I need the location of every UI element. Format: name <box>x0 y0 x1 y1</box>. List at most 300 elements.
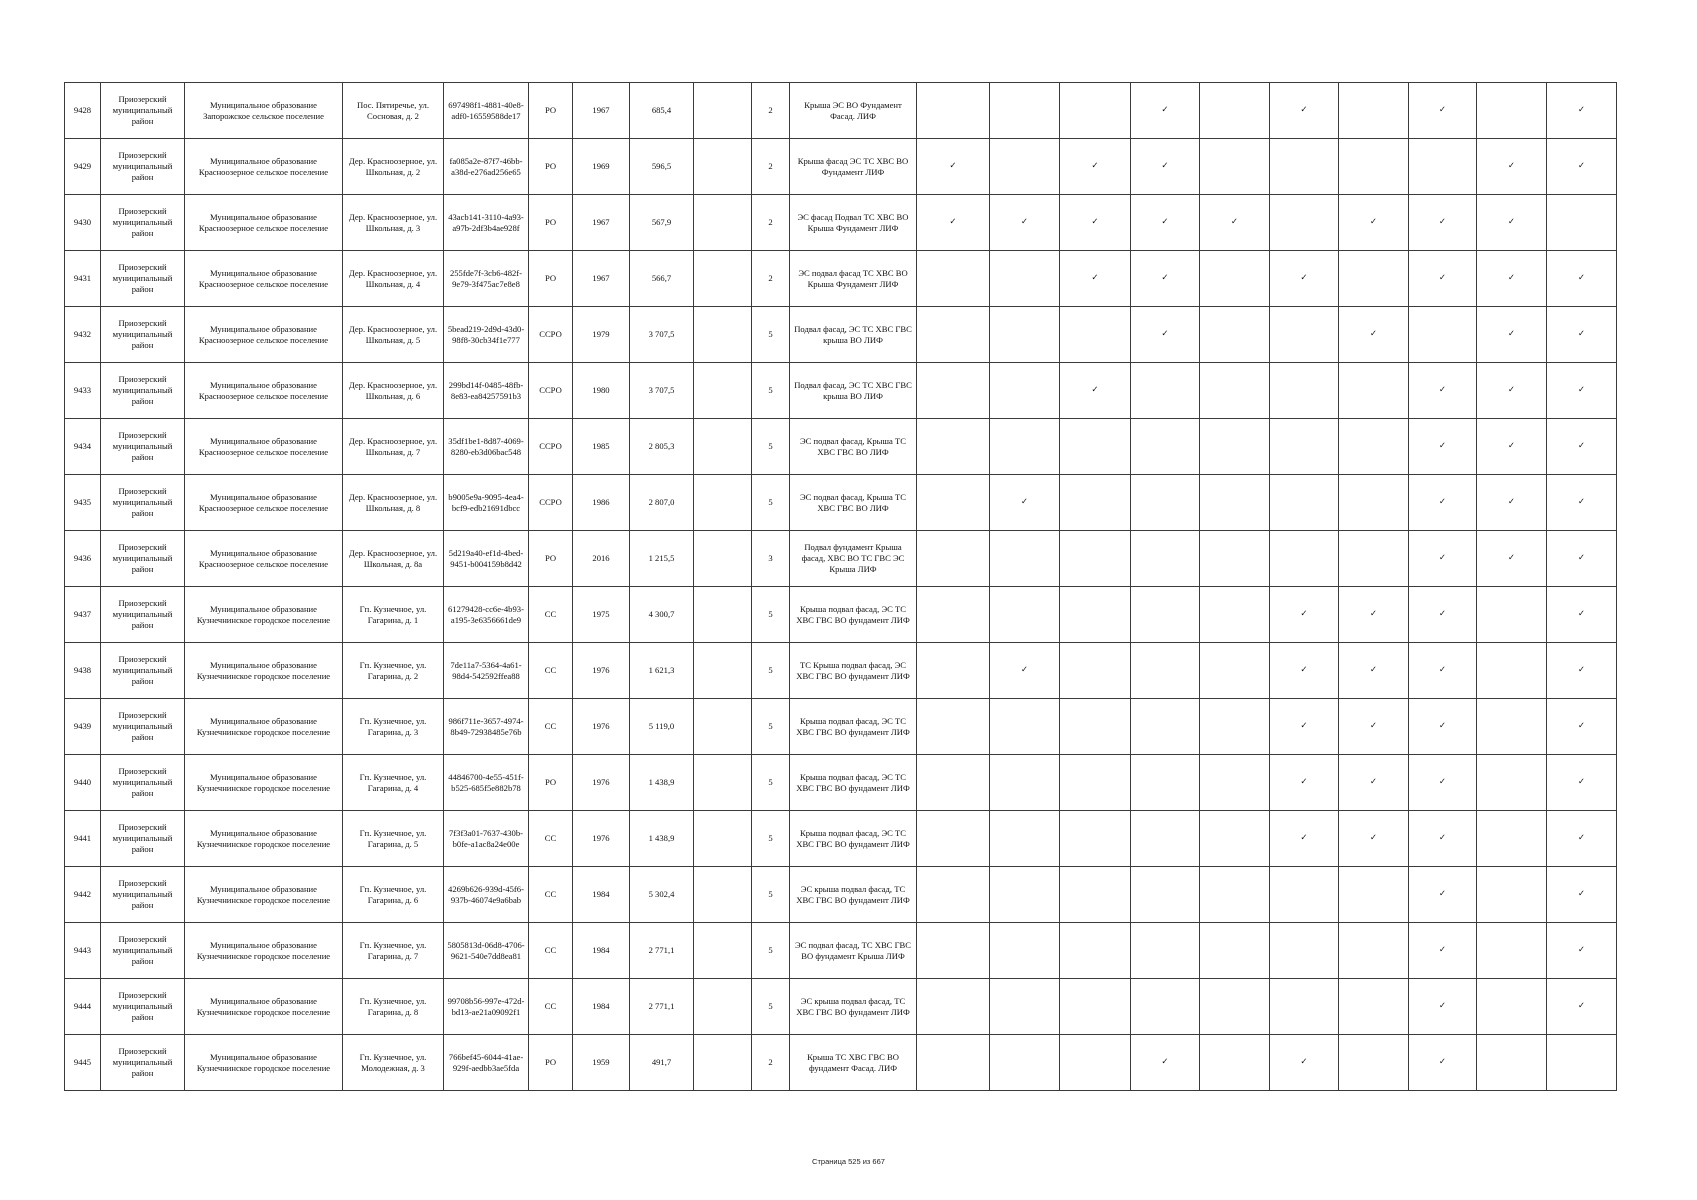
table-row <box>65 531 1617 587</box>
empty-check-cell <box>1131 531 1200 587</box>
works-cell: ЭС подвал фасад, ТС ХВС ГВС ВО фундамент Крыша ЛИФ <box>790 923 917 979</box>
empty-check-cell <box>1339 83 1409 139</box>
district-cell: Приозерский муниципальный район <box>101 587 185 643</box>
row-number: 9430 <box>65 195 101 251</box>
empty-check-cell <box>1131 811 1200 867</box>
works-cell: Крыша ТС ХВС ГВС ВО фундамент Фасад. ЛИФ <box>790 1035 917 1091</box>
empty-check-cell <box>1131 587 1200 643</box>
area-cell: 596,5 <box>630 139 694 195</box>
row-number: 9437 <box>65 587 101 643</box>
area-cell: 2 807,0 <box>630 475 694 531</box>
object-code-cell: 7f3f3a01-7637-430b-b0fe-a1ac8a24e00e <box>444 811 529 867</box>
year-cell: 1984 <box>573 867 630 923</box>
empty-check-cell <box>1477 979 1547 1035</box>
check-mark-icon: ✓ <box>1477 195 1547 251</box>
floors-cell: 5 <box>752 979 790 1035</box>
floors-cell: 5 <box>752 755 790 811</box>
year-cell: 1984 <box>573 923 630 979</box>
row-number: 9432 <box>65 307 101 363</box>
empty-check-cell <box>1270 923 1339 979</box>
address-cell: Гп. Кузнечное, ул. Гагарина, д. 5 <box>343 811 444 867</box>
object-code-cell: 5d219a40-ef1d-4bed-9451-b004159b8d42 <box>444 531 529 587</box>
municipality-cell: Муниципальное образование Красноозерное сельское поселение <box>185 475 343 531</box>
check-mark-icon: ✓ <box>1409 195 1477 251</box>
type-cell: РО <box>529 755 573 811</box>
type-cell: РО <box>529 83 573 139</box>
empty-check-cell <box>990 363 1060 419</box>
works-cell: ЭС крыша подвал фасад, ТС ХВС ГВС ВО фундамент ЛИФ <box>790 979 917 1035</box>
check-mark-icon: ✓ <box>1547 755 1617 811</box>
empty-check-cell <box>1270 195 1339 251</box>
object-code-cell: 44846700-4e55-451f-b525-685f5e882b78 <box>444 755 529 811</box>
empty-check-cell <box>1131 419 1200 475</box>
check-mark-icon: ✓ <box>1409 587 1477 643</box>
check-mark-icon: ✓ <box>1339 755 1409 811</box>
empty-check-cell <box>1339 923 1409 979</box>
empty-check-cell <box>1200 867 1270 923</box>
works-cell: Крыша фасад ЭС ТС ХВС ВО Фундамент ЛИФ <box>790 139 917 195</box>
type-cell: СС <box>529 643 573 699</box>
check-mark-icon: ✓ <box>1339 699 1409 755</box>
floors-cell: 2 <box>752 251 790 307</box>
check-mark-icon: ✓ <box>1477 531 1547 587</box>
address-cell: Гп. Кузнечное, ул. Гагарина, д. 1 <box>343 587 444 643</box>
empty-check-cell <box>917 587 990 643</box>
year-cell: 1980 <box>573 363 630 419</box>
address-cell: Дер. Красноозерное, ул. Школьная, д. 4 <box>343 251 444 307</box>
row-number: 9433 <box>65 363 101 419</box>
district-cell: Приозерский муниципальный район <box>101 307 185 363</box>
empty-check-cell <box>990 419 1060 475</box>
empty-check-cell <box>990 307 1060 363</box>
year-cell: 1976 <box>573 643 630 699</box>
empty-check-cell <box>1270 419 1339 475</box>
empty-check-cell <box>1200 587 1270 643</box>
empty-check-cell <box>1477 867 1547 923</box>
empty-check-cell <box>1270 139 1339 195</box>
check-mark-icon: ✓ <box>1409 699 1477 755</box>
type-cell: СС <box>529 587 573 643</box>
empty-check-cell <box>1409 139 1477 195</box>
check-mark-icon: ✓ <box>1409 811 1477 867</box>
check-mark-icon: ✓ <box>1547 867 1617 923</box>
empty-check-cell <box>990 867 1060 923</box>
empty-check-cell <box>1477 83 1547 139</box>
check-mark-icon: ✓ <box>1270 83 1339 139</box>
empty-check-cell <box>1060 83 1131 139</box>
check-mark-icon: ✓ <box>1131 1035 1200 1091</box>
empty-check-cell <box>990 83 1060 139</box>
empty-check-cell <box>1270 363 1339 419</box>
empty-check-cell <box>917 475 990 531</box>
empty-check-cell <box>917 419 990 475</box>
type-cell: РО <box>529 531 573 587</box>
address-cell: Пос. Пятиречье, ул. Сосновая, д. 2 <box>343 83 444 139</box>
table-row <box>65 643 1617 699</box>
floors-cell: 2 <box>752 195 790 251</box>
check-mark-icon: ✓ <box>990 195 1060 251</box>
check-mark-icon: ✓ <box>990 475 1060 531</box>
empty-check-cell <box>1200 699 1270 755</box>
object-code-cell: 5bead219-2d9d-43d0-98f8-30cb34f1e777 <box>444 307 529 363</box>
municipality-cell: Муниципальное образование Запорожское сельское поселение <box>185 83 343 139</box>
type-cell: СС <box>529 867 573 923</box>
check-mark-icon: ✓ <box>1060 251 1131 307</box>
empty-check-cell <box>1060 1035 1131 1091</box>
floors-cell: 2 <box>752 139 790 195</box>
empty-check-cell <box>917 923 990 979</box>
empty-check-cell <box>990 1035 1060 1091</box>
floors-cell: 5 <box>752 867 790 923</box>
municipality-cell: Муниципальное образование Кузнечнинское городское поселение <box>185 923 343 979</box>
check-mark-icon: ✓ <box>1547 923 1617 979</box>
empty-check-cell <box>990 979 1060 1035</box>
area-cell: 3 707,5 <box>630 307 694 363</box>
table-row <box>65 363 1617 419</box>
works-cell: Подвал фундамент Крыша фасад, ХВС ВО ТС ГВС ЭС Крыша ЛИФ <box>790 531 917 587</box>
empty-check-cell <box>1477 699 1547 755</box>
object-code-cell: fa085a2e-87f7-46bb-a38d-e276ad256e65 <box>444 139 529 195</box>
table-row <box>65 419 1617 475</box>
empty-check-cell <box>1270 307 1339 363</box>
empty-check-cell <box>1060 979 1131 1035</box>
district-cell: Приозерский муниципальный район <box>101 531 185 587</box>
municipality-cell: Муниципальное образование Кузнечнинское городское поселение <box>185 979 343 1035</box>
address-cell: Гп. Кузнечное, ул. Гагарина, д. 6 <box>343 867 444 923</box>
check-mark-icon: ✓ <box>1547 979 1617 1035</box>
table-row <box>65 139 1617 195</box>
empty-check-cell <box>1270 867 1339 923</box>
check-mark-icon: ✓ <box>1477 363 1547 419</box>
year-cell: 1984 <box>573 979 630 1035</box>
area-cell: 1 438,9 <box>630 811 694 867</box>
type-cell: ССРО <box>529 475 573 531</box>
row-number: 9435 <box>65 475 101 531</box>
municipality-cell: Муниципальное образование Красноозерное сельское поселение <box>185 139 343 195</box>
empty-check-cell <box>1200 139 1270 195</box>
empty-check-cell <box>1200 755 1270 811</box>
empty-check-cell <box>1200 1035 1270 1091</box>
check-mark-icon: ✓ <box>1409 1035 1477 1091</box>
municipality-cell: Муниципальное образование Кузнечнинское городское поселение <box>185 643 343 699</box>
district-cell: Приозерский муниципальный район <box>101 923 185 979</box>
empty-check-cell <box>1060 811 1131 867</box>
municipality-cell: Муниципальное образование Кузнечнинское городское поселение <box>185 811 343 867</box>
empty-check-cell <box>990 587 1060 643</box>
works-cell: Подвал фасад, ЭС ТС ХВС ГВС крыша ВО ЛИФ <box>790 363 917 419</box>
municipality-cell: Муниципальное образование Кузнечнинское городское поселение <box>185 587 343 643</box>
check-mark-icon: ✓ <box>1547 251 1617 307</box>
empty-check-cell <box>917 755 990 811</box>
object-code-cell: 43acb141-3110-4a93-a97b-2df3b4ae928f <box>444 195 529 251</box>
check-mark-icon: ✓ <box>1547 587 1617 643</box>
floors-cell: 5 <box>752 923 790 979</box>
check-mark-icon: ✓ <box>917 139 990 195</box>
municipality-cell: Муниципальное образование Кузнечнинское городское поселение <box>185 867 343 923</box>
area-cell: 566,7 <box>630 251 694 307</box>
empty-check-cell <box>1060 531 1131 587</box>
year-cell: 1967 <box>573 251 630 307</box>
empty-check-cell <box>990 139 1060 195</box>
address-cell: Дер. Красноозерное, ул. Школьная, д. 3 <box>343 195 444 251</box>
municipality-cell: Муниципальное образование Красноозерное сельское поселение <box>185 363 343 419</box>
empty-check-cell <box>1060 699 1131 755</box>
year-cell: 1985 <box>573 419 630 475</box>
municipality-cell: Муниципальное образование Кузнечнинское городское поселение <box>185 699 343 755</box>
year-cell: 1969 <box>573 139 630 195</box>
empty-check-cell <box>1131 699 1200 755</box>
empty-cell <box>694 307 752 363</box>
check-mark-icon: ✓ <box>1131 251 1200 307</box>
district-cell: Приозерский муниципальный район <box>101 699 185 755</box>
table-row <box>65 1035 1617 1091</box>
empty-check-cell <box>1477 643 1547 699</box>
empty-check-cell <box>1200 923 1270 979</box>
year-cell: 1976 <box>573 699 630 755</box>
check-mark-icon: ✓ <box>1409 867 1477 923</box>
area-cell: 2 805,3 <box>630 419 694 475</box>
check-mark-icon: ✓ <box>1409 83 1477 139</box>
empty-check-cell <box>1200 811 1270 867</box>
empty-cell <box>694 923 752 979</box>
empty-check-cell <box>1339 531 1409 587</box>
check-mark-icon: ✓ <box>1547 363 1617 419</box>
area-cell: 3 707,5 <box>630 363 694 419</box>
district-cell: Приозерский муниципальный район <box>101 419 185 475</box>
empty-check-cell <box>1477 923 1547 979</box>
empty-check-cell <box>1131 979 1200 1035</box>
empty-cell <box>694 587 752 643</box>
empty-cell <box>694 419 752 475</box>
year-cell: 1986 <box>573 475 630 531</box>
check-mark-icon: ✓ <box>1270 811 1339 867</box>
row-number: 9438 <box>65 643 101 699</box>
municipality-cell: Муниципальное образование Кузнечнинское городское поселение <box>185 1035 343 1091</box>
empty-check-cell <box>917 811 990 867</box>
table-row <box>65 979 1617 1035</box>
row-number: 9440 <box>65 755 101 811</box>
district-cell: Приозерский муниципальный район <box>101 979 185 1035</box>
floors-cell: 5 <box>752 419 790 475</box>
object-code-cell: 7de11a7-5364-4a61-98d4-542592ffea88 <box>444 643 529 699</box>
type-cell: ССРО <box>529 419 573 475</box>
empty-check-cell <box>1339 979 1409 1035</box>
empty-check-cell <box>1200 363 1270 419</box>
municipality-cell: Муниципальное образование Красноозерное сельское поселение <box>185 195 343 251</box>
empty-check-cell <box>917 531 990 587</box>
check-mark-icon: ✓ <box>1339 811 1409 867</box>
empty-check-cell <box>1200 307 1270 363</box>
area-cell: 567,9 <box>630 195 694 251</box>
check-mark-icon: ✓ <box>1477 139 1547 195</box>
empty-check-cell <box>1339 363 1409 419</box>
works-cell: ЭС фасад Подвал ТС ХВС ВО Крыша Фундамент ЛИФ <box>790 195 917 251</box>
works-cell: ЭС крыша подвал фасад, ТС ХВС ГВС ВО фундамент ЛИФ <box>790 867 917 923</box>
check-mark-icon: ✓ <box>1409 755 1477 811</box>
empty-check-cell <box>917 251 990 307</box>
row-number: 9434 <box>65 419 101 475</box>
check-mark-icon: ✓ <box>1270 587 1339 643</box>
area-cell: 1 215,5 <box>630 531 694 587</box>
empty-cell <box>694 1035 752 1091</box>
address-cell: Дер. Красноозерное, ул. Школьная, д. 2 <box>343 139 444 195</box>
empty-cell <box>694 363 752 419</box>
address-cell: Гп. Кузнечное, ул. Гагарина, д. 4 <box>343 755 444 811</box>
type-cell: СС <box>529 699 573 755</box>
floors-cell: 5 <box>752 307 790 363</box>
district-cell: Приозерский муниципальный район <box>101 251 185 307</box>
object-code-cell: 986f711e-3657-4974-8b49-72938485e76b <box>444 699 529 755</box>
check-mark-icon: ✓ <box>1409 979 1477 1035</box>
district-cell: Приозерский муниципальный район <box>101 1035 185 1091</box>
check-mark-icon: ✓ <box>1131 307 1200 363</box>
table-row <box>65 195 1617 251</box>
floors-cell: 5 <box>752 363 790 419</box>
check-mark-icon: ✓ <box>1547 643 1617 699</box>
check-mark-icon: ✓ <box>1339 307 1409 363</box>
empty-check-cell <box>1060 867 1131 923</box>
district-cell: Приозерский муниципальный район <box>101 83 185 139</box>
municipality-cell: Муниципальное образование Кузнечнинское городское поселение <box>185 755 343 811</box>
object-code-cell: b9005e9a-9095-4ea4-bcf9-edb21691dbcc <box>444 475 529 531</box>
check-mark-icon: ✓ <box>990 643 1060 699</box>
floors-cell: 5 <box>752 811 790 867</box>
empty-check-cell <box>1200 83 1270 139</box>
object-code-cell: 766bef45-6044-41ae-929f-aedbb3ae5fda <box>444 1035 529 1091</box>
works-cell: Подвал фасад, ЭС ТС ХВС ГВС крыша ВО ЛИФ <box>790 307 917 363</box>
district-cell: Приозерский муниципальный район <box>101 811 185 867</box>
floors-cell: 5 <box>752 587 790 643</box>
address-cell: Дер. Красноозерное, ул. Школьная, д. 5 <box>343 307 444 363</box>
empty-check-cell <box>1131 867 1200 923</box>
check-mark-icon: ✓ <box>1547 475 1617 531</box>
year-cell: 1976 <box>573 811 630 867</box>
empty-check-cell <box>990 699 1060 755</box>
empty-check-cell <box>1200 419 1270 475</box>
area-cell: 1 438,9 <box>630 755 694 811</box>
table-row <box>65 307 1617 363</box>
floors-cell: 3 <box>752 531 790 587</box>
works-cell: ТС Крыша подвал фасад, ЭС ХВС ГВС ВО фундамент ЛИФ <box>790 643 917 699</box>
municipality-cell: Муниципальное образование Красноозерное сельское поселение <box>185 419 343 475</box>
row-number: 9441 <box>65 811 101 867</box>
check-mark-icon: ✓ <box>1270 1035 1339 1091</box>
address-cell: Гп. Кузнечное, ул. Гагарина, д. 8 <box>343 979 444 1035</box>
row-number: 9439 <box>65 699 101 755</box>
empty-check-cell <box>1060 475 1131 531</box>
year-cell: 1975 <box>573 587 630 643</box>
empty-cell <box>694 475 752 531</box>
empty-check-cell <box>1339 475 1409 531</box>
floors-cell: 5 <box>752 475 790 531</box>
area-cell: 5 302,4 <box>630 867 694 923</box>
area-cell: 2 771,1 <box>630 979 694 1035</box>
district-cell: Приозерский муниципальный район <box>101 195 185 251</box>
empty-check-cell <box>1200 979 1270 1035</box>
page-footer: Страница 525 из 667 <box>812 1157 885 1166</box>
empty-cell <box>694 811 752 867</box>
table-row <box>65 699 1617 755</box>
address-cell: Дер. Красноозерное, ул. Школьная, д. 8а <box>343 531 444 587</box>
empty-check-cell <box>990 531 1060 587</box>
check-mark-icon: ✓ <box>1200 195 1270 251</box>
empty-cell <box>694 755 752 811</box>
empty-check-cell <box>1409 307 1477 363</box>
object-code-cell: 99708b56-997e-472d-bd13-ae21a09092f1 <box>444 979 529 1035</box>
empty-check-cell <box>1477 755 1547 811</box>
year-cell: 1976 <box>573 755 630 811</box>
table-row <box>65 867 1617 923</box>
address-cell: Гп. Кузнечное, ул. Гагарина, д. 7 <box>343 923 444 979</box>
empty-check-cell <box>1060 643 1131 699</box>
check-mark-icon: ✓ <box>1547 83 1617 139</box>
check-mark-icon: ✓ <box>1060 363 1131 419</box>
check-mark-icon: ✓ <box>1547 811 1617 867</box>
check-mark-icon: ✓ <box>1060 139 1131 195</box>
type-cell: РО <box>529 251 573 307</box>
object-code-cell: 5805813d-06d8-4706-9621-540e7dd8ea81 <box>444 923 529 979</box>
type-cell: РО <box>529 1035 573 1091</box>
works-cell: ЭС подвал фасад, Крыша ТС ХВС ГВС ВО ЛИФ <box>790 419 917 475</box>
address-cell: Гп. Кузнечное, ул. Молодежная, д. 3 <box>343 1035 444 1091</box>
year-cell: 1967 <box>573 83 630 139</box>
address-cell: Гп. Кузнечное, ул. Гагарина, д. 3 <box>343 699 444 755</box>
empty-check-cell <box>1547 195 1617 251</box>
empty-check-cell <box>1339 1035 1409 1091</box>
area-cell: 4 300,7 <box>630 587 694 643</box>
type-cell: ССРО <box>529 307 573 363</box>
district-cell: Приозерский муниципальный район <box>101 867 185 923</box>
empty-check-cell <box>990 811 1060 867</box>
works-cell: Крыша подвал фасад, ЭС ТС ХВС ГВС ВО фундамент ЛИФ <box>790 811 917 867</box>
works-cell: ЭС подвал фасад, Крыша ТС ХВС ГВС ВО ЛИФ <box>790 475 917 531</box>
row-number: 9443 <box>65 923 101 979</box>
check-mark-icon: ✓ <box>1547 531 1617 587</box>
year-cell: 1979 <box>573 307 630 363</box>
check-mark-icon: ✓ <box>1270 699 1339 755</box>
check-mark-icon: ✓ <box>1270 643 1339 699</box>
check-mark-icon: ✓ <box>1409 643 1477 699</box>
district-cell: Приозерский муниципальный район <box>101 755 185 811</box>
check-mark-icon: ✓ <box>1547 139 1617 195</box>
year-cell: 1959 <box>573 1035 630 1091</box>
row-number: 9431 <box>65 251 101 307</box>
register-table <box>64 82 1617 1091</box>
works-cell: Крыша подвал фасад, ЭС ТС ХВС ГВС ВО фундамент ЛИФ <box>790 755 917 811</box>
check-mark-icon: ✓ <box>1131 139 1200 195</box>
empty-check-cell <box>1200 531 1270 587</box>
area-cell: 491,7 <box>630 1035 694 1091</box>
municipality-cell: Муниципальное образование Красноозерное сельское поселение <box>185 531 343 587</box>
works-cell: Крыша ЭС ВО Фундамент Фасад. ЛИФ <box>790 83 917 139</box>
empty-check-cell <box>1477 587 1547 643</box>
empty-check-cell <box>917 307 990 363</box>
empty-cell <box>694 251 752 307</box>
table-row <box>65 755 1617 811</box>
works-cell: Крыша подвал фасад, ЭС ТС ХВС ГВС ВО фундамент ЛИФ <box>790 699 917 755</box>
object-code-cell: 35df1be1-8d87-4069-8280-eb3d06bac548 <box>444 419 529 475</box>
type-cell: ССРО <box>529 363 573 419</box>
check-mark-icon: ✓ <box>1409 475 1477 531</box>
empty-cell <box>694 643 752 699</box>
check-mark-icon: ✓ <box>1270 755 1339 811</box>
object-code-cell: 4269b626-939d-45f6-937b-46074e9a6bab <box>444 867 529 923</box>
empty-check-cell <box>1339 139 1409 195</box>
year-cell: 2016 <box>573 531 630 587</box>
row-number: 9428 <box>65 83 101 139</box>
area-cell: 1 621,3 <box>630 643 694 699</box>
empty-check-cell <box>1131 643 1200 699</box>
